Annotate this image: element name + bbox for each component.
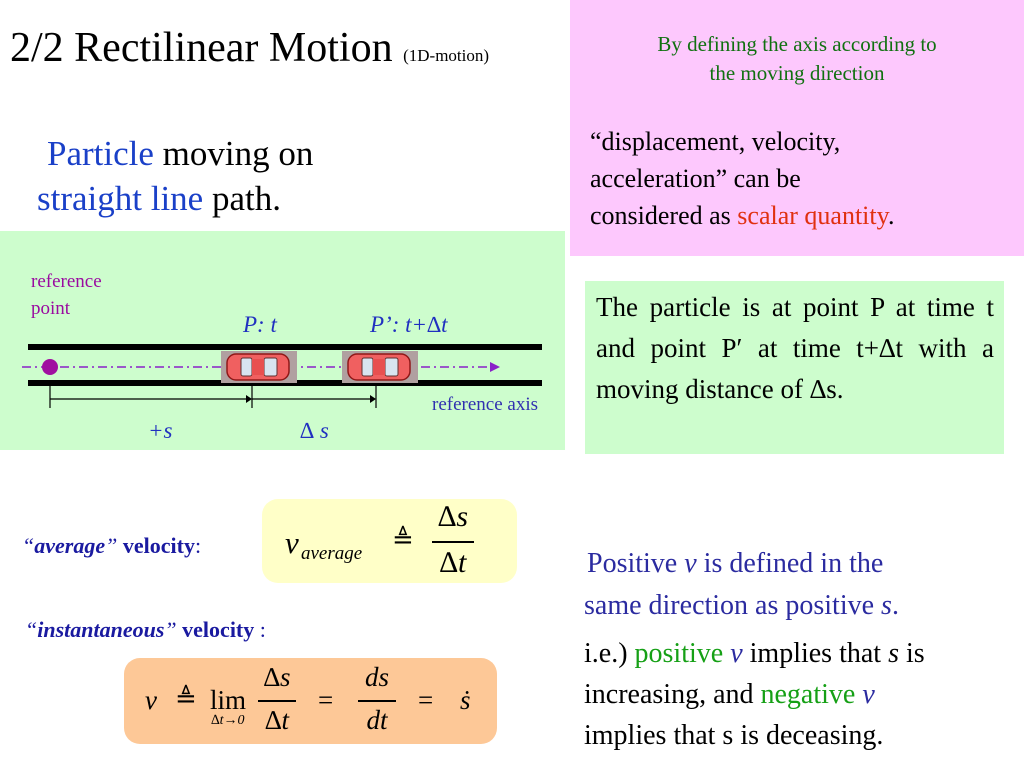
inst-lim: lim	[210, 685, 247, 715]
reference-point-line1: reference	[31, 271, 102, 292]
title-subtitle: (1D-motion)	[403, 46, 490, 65]
implication-line3: implies that s is deceasing.	[584, 720, 884, 751]
avg-q-close: ”	[105, 533, 118, 558]
implication-line1	[584, 633, 1019, 674]
road-diagram	[0, 231, 565, 450]
car-icon	[221, 351, 297, 383]
pink-heading-line1: By defining the axis according to	[657, 32, 937, 56]
inst-q-open: “	[25, 617, 38, 642]
avg-velocity-word: velocity	[117, 533, 195, 558]
pink-body-line2: acceleration” can be	[590, 164, 801, 193]
car-icon	[342, 351, 418, 383]
inst-word: instantaneous	[37, 617, 165, 642]
implication-negative: negative	[760, 679, 863, 710]
label-plus-s: +s	[148, 418, 173, 443]
instantaneous-velocity-label	[25, 617, 266, 643]
avg-numerator: ∆s	[437, 500, 469, 533]
positive-note-s: s	[881, 590, 892, 621]
label-p-t: P: t	[243, 312, 277, 337]
delta-s-arrowhead	[370, 395, 376, 403]
positive-note-line2-b: .	[891, 590, 899, 621]
inst-denominator: ∆t	[264, 705, 290, 735]
reference-axis-label: reference axis	[432, 394, 539, 415]
inst-velocity-word: velocity	[176, 617, 255, 642]
road-top-edge	[28, 344, 542, 350]
pink-body-line3-suffix: .	[887, 201, 895, 230]
positive-note-line1-b: is defined in the	[696, 548, 884, 579]
inst-dt: dt	[366, 705, 388, 735]
positive-note-line2-a: same direction as positive	[584, 590, 882, 621]
intro-line1	[37, 131, 313, 176]
label-p-prime: P’: t+∆t	[370, 312, 448, 337]
pink-panel-body	[590, 123, 1010, 234]
word-particle: Particle	[47, 134, 154, 173]
inst-ds: ds	[364, 662, 389, 692]
positive-velocity-note	[584, 543, 899, 627]
plus-s-arrowhead	[246, 395, 252, 403]
text-moving-on: moving on	[153, 134, 314, 173]
pink-heading-line2: the moving direction	[709, 61, 885, 85]
scalar-quantity-highlight: scalar quantity	[737, 201, 888, 230]
pink-panel-heading	[570, 30, 1024, 88]
inst-fraction-bar	[258, 700, 296, 702]
inst-equals-2: =	[418, 685, 434, 715]
reference-point-line2: point	[31, 298, 71, 319]
reference-point-dot	[42, 359, 58, 375]
avg-formula-defined-as: ≜	[392, 525, 414, 554]
implication-increasing: increasing, and	[584, 679, 761, 710]
average-velocity-label	[22, 533, 201, 559]
intro-text	[37, 131, 313, 221]
implication-positive: positive	[634, 638, 731, 669]
inst-numerator: ∆s	[263, 662, 291, 692]
intro-line2	[37, 176, 313, 221]
avg-formula-v: v	[285, 525, 299, 560]
reference-axis-arrowhead	[490, 362, 500, 372]
text-path: path.	[203, 179, 281, 218]
explanation-text: The particle is at point P at time t and point P′ at time t+∆t with a moving distance of ∆s.	[596, 292, 994, 404]
avg-denominator: ∆t	[439, 546, 467, 579]
inst-s-dot: ṡ	[460, 685, 471, 715]
positive-note-v: v	[684, 548, 697, 579]
inst-formula-v: v	[145, 685, 157, 715]
average-velocity-formula-box	[262, 499, 517, 583]
inst-colon: :	[254, 617, 266, 642]
avg-formula-sub: average	[301, 543, 363, 564]
implication-is: is	[898, 638, 925, 669]
title-main: 2/2 Rectilinear Motion	[10, 25, 393, 71]
label-delta-s: ∆ s	[300, 418, 329, 443]
pink-body-line3-prefix: considered as	[590, 201, 731, 230]
word-straight-line: straight line	[37, 179, 204, 218]
pink-body-line1: “displacement, velocity,	[590, 127, 841, 156]
implication-line2	[584, 674, 1019, 715]
avg-colon: :	[194, 533, 202, 558]
implication-implies1: implies that	[742, 638, 889, 669]
inst-q-close: ”	[164, 617, 177, 642]
inst-derivative-bar	[358, 700, 396, 702]
avg-word: average	[34, 533, 106, 558]
implication-v2: v	[862, 679, 875, 710]
avg-q-open: “	[22, 533, 35, 558]
inst-equals-1: =	[318, 685, 334, 715]
implication-s1: s	[888, 638, 899, 669]
inst-lim-subscript: ∆t→0	[211, 713, 245, 728]
inst-formula-defined-as: ≜	[175, 684, 197, 713]
slide-title	[10, 24, 489, 72]
implication-note	[584, 633, 1019, 756]
implication-ie: i.e.)	[584, 638, 635, 669]
implication-v1: v	[730, 638, 743, 669]
positive-note-line2	[584, 585, 899, 627]
positive-note-line1	[584, 543, 899, 585]
positive-note-line1-a: Positive	[587, 548, 685, 579]
avg-fraction-bar	[432, 541, 474, 543]
pink-body-line3	[590, 197, 1010, 234]
